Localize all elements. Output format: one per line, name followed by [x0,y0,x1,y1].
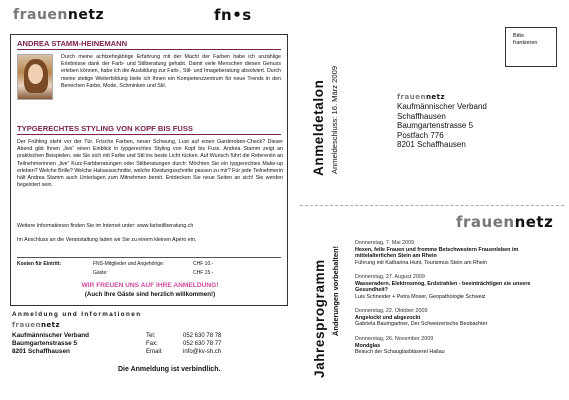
speaker-name: ANDREA STAMM-HEINEMANN [17,39,128,48]
phone-number: 052 630 78 78 [183,333,222,339]
speaker-photo [17,54,53,100]
event-detail: Führung mit Katharina Hunt, Tourismus Stein am Rhein [355,259,488,266]
stamp-box: Bitte frankieren [505,27,557,67]
cost-label: Kosten für Eintritt: [17,261,62,267]
program-brand: frauennetz [456,213,554,231]
event-date: Donnerstag, 22. Oktober 2009 [355,308,428,314]
email-link[interactable]: info@kv-sh.ch [183,349,222,356]
binding-note: Die Anmeldung ist verbindlich. [118,366,221,373]
event-item [355,308,555,328]
contact-labels: Tel: Fax: Email: [146,333,163,356]
speaker-intro: Durch meine achtzehnjährige Erfahrung mit der Macht der Farben habe ich unzählige Erlebnisse dank der Farb- und Stilberatung gehabt. Damit viele Menschen diesen Genuss erleben können, habe ich die Ausbildung zur Farb-, Stil- und Imageberatung absolviert. Durch meine stetige Weiterbildung biete ich Ihnen ein Kompetenzzentrum für neue Trends in den Bereichen Farbe, Mode, Schminken und Stil. [61,54,281,89]
event-date: Donnerstag, 7. Mai 2009 [355,240,415,246]
program-heading: Jahresprogramm [312,259,327,378]
event-title: Hexen, feile Frauen und fromme Betschwestern Frauenleben im mittelalterlichen Stein am Rhein [355,246,519,260]
divider [17,134,281,135]
brand-part-dark: netz [67,7,105,23]
cost-guest-label: Gäste: [93,270,108,276]
divider [17,49,281,50]
call-to-action: WIR FREUEN UNS AUF IHRE ANMELDUNG! [81,282,219,289]
coupon-deadline: Anmeldeschluss: 16. März 2009 [330,65,339,174]
event-item [355,336,555,356]
cost-member-label: FNS-Mitglieder und Angehörige: [93,261,165,267]
event-detail: Besuch der Schauglasbläserei Hallau [355,349,445,356]
program-note: Änderungen vorbehalten! [331,246,340,336]
registration-address: Kaufmännischer Verband Baumgartenstrasse 5 8201 Schaffhausen [12,332,90,356]
event-title: Wasseradern, Elektrosmog, Erdstrahlen - beeinträchtigen sie unsere Gesundheit? [355,280,531,294]
aperitif-text: Im Anschluss an die Veranstaltung laden wir Sie zu einem kleinen Apéro ein. [17,237,197,244]
event-date: Donnerstag, 27. August 2009 [355,274,425,280]
contact-values [183,332,221,357]
event-card [10,34,288,306]
recipient-brand: frauennetz [397,93,446,101]
event-description: Der Frühling steht vor der Tür. Frische Farben, neuer Schwung, Lust auf einen Garderoben-Check? Dieser Abend gibt Ihnen „live“ einen Einblick in typgerechtes Styling von Kopf bis Fuss. Andrea Stamm zeigt an praktischen Beispielen, wie Sie sich mit Farbe und Stil ins beste Licht rücken. Auf Wunsch führt die Referentin an Teilnehmerinnen „live“ Kurz-Farbberatungen oder Stilberatungen durch: Möchten Sie ein typgerechtes Make-up erleben? Welche Brille? Welche Halsausschnitte, welche Kleidungsschnitte passen zu mir? Für jede Teilnehmerin hält Andrea Stamm auch Unterlagen zum Mitnehmen bereit. Entdecken Sie neue Seiten an sich! Sie werden begeistert sein. [17,139,283,189]
event-title: Angelockt und abgezockt [355,314,421,321]
event-date: Donnerstag, 26. November 2009 [355,336,434,342]
fold-line [300,205,564,206]
coupon-heading: Anmeldetalon [311,79,326,176]
event-detail: Gabriela Baumgartner, Der Schweizerische Beobachter [355,321,488,328]
cost-guest-price: CHF 15.- [193,270,214,276]
fns-logo: fn•s [214,6,252,24]
event-item [355,240,555,266]
guests-note: (Auch Ihre Gäste sind herzlich willkommen!) [84,291,216,298]
event-detail: Luis Schneider + Petra Moser, Geopathologie Schweiz [355,293,486,300]
cost-member-price: CHF 10.- [193,261,214,267]
fax-number: 052 630 78 77 [183,341,222,348]
brand-part-light: frauen [13,7,68,23]
more-info-text: Weitere Informationen finden Sie im Internet unter: www.farbstilberatung.ch [17,223,194,229]
recipient-address: Kaufmännischer Verband Schaffhausen Baumgartenstrasse 5 Postfach 776 8201 Schaffhausen [397,102,487,150]
brand-logo [13,7,104,23]
event-heading: TYPGERECHTES STYLING VON KOPF BIS FUSS [17,124,193,133]
divider [17,257,281,258]
event-item [355,274,555,300]
registration-title: Anmeldung und Informationen [12,311,142,318]
info-block [17,223,283,244]
event-title: Mondglas [355,342,381,349]
registration-brand: frauennetz [12,321,61,329]
